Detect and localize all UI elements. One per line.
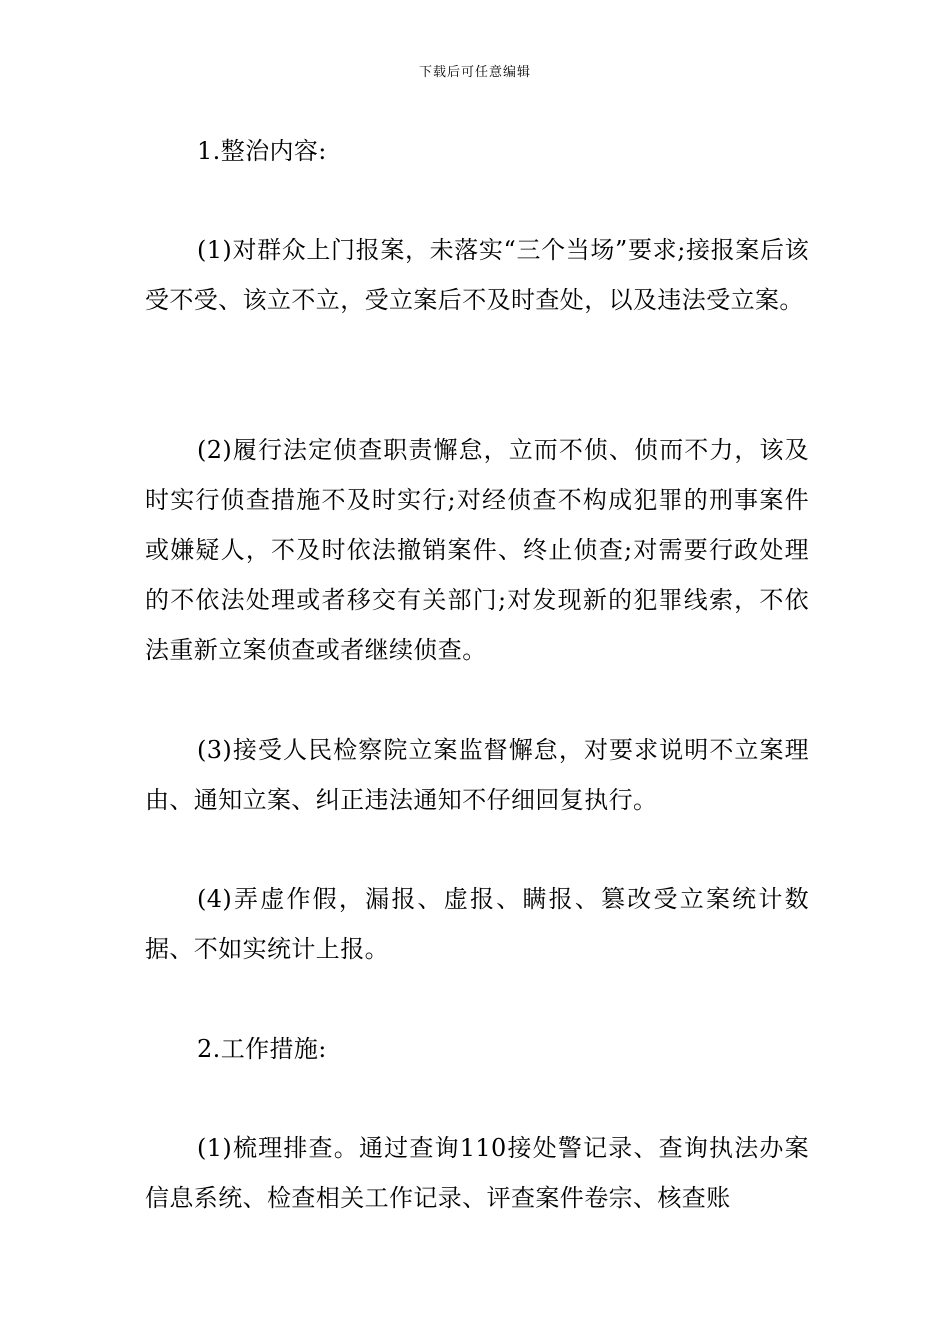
paragraph-item-2: (2)履行法定侦查职责懈怠，立而不侦、侦而不力，该及时实行侦查措施不及时实行;对经侦查不构成犯罪的刑事案件或嫌疑人，不及时依法撤销案件、终止侦查;对需要行政处理的不依法处理或者移交有关部门;对发现新的犯罪线索，不依法重新立案侦查或者继续侦查。: [145, 436, 809, 664]
paragraph-measure-1: (1)梳理排查。通过查询110接处警记录、查询执法办案信息系统、检查相关工作记录、评查案件卷宗、核查账: [145, 1134, 809, 1212]
paragraph-item-4: (4)弄虚作假，漏报、虚报、瞒报、篡改受立案统计数据、不如实统计上报。: [145, 885, 809, 963]
paragraph-item-3: (3)接受人民检察院立案监督懈怠，对要求说明不立案理由、通知立案、纠正违法通知不仔细回复执行。: [145, 736, 809, 814]
section-heading-rectification-content: 1.整治内容:: [197, 137, 327, 165]
page-header-note: 下载后可任意编辑: [418, 65, 531, 80]
paragraph-item-1: (1)对群众上门报案，未落实“三个当场”要求;接报案后该受不受、该立不立，受立案后不及时查处，以及违法受立案。: [145, 236, 809, 314]
section-heading-work-measures: 2.工作措施:: [197, 1035, 327, 1063]
